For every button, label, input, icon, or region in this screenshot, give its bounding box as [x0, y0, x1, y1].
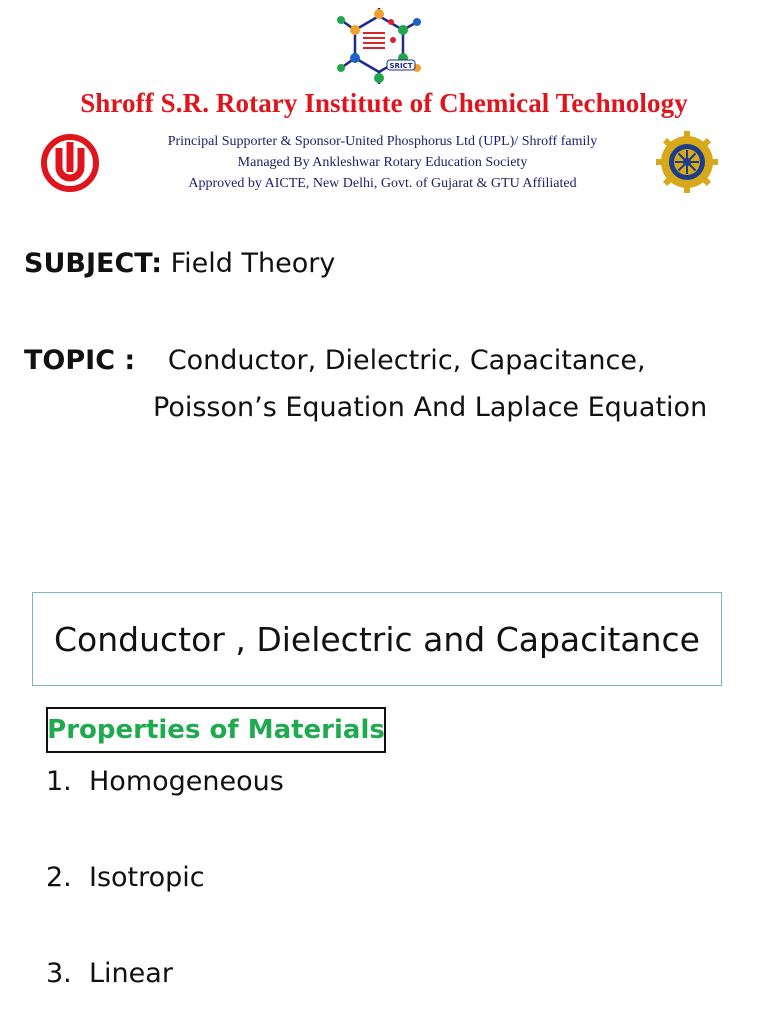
srict-logo: [333, 6, 425, 88]
list-item: [46, 958, 173, 989]
properties-heading: Properties of Materials: [46, 707, 386, 753]
management-line: Managed By Ankleshwar Rotary Education Society: [237, 155, 528, 170]
rotary-logo: [655, 130, 719, 194]
subject-label: SUBJECT:: [24, 248, 162, 279]
topic-value-line2: Poisson’s Equation And Laplace Equation: [153, 392, 708, 423]
list-item: [46, 766, 284, 797]
topic-value-line1: Conductor, Dielectric, Capacitance,: [167, 345, 646, 376]
subject-line: [24, 248, 335, 279]
topic-line: [24, 345, 646, 376]
subject-value: Field Theory: [170, 248, 336, 279]
logo-text: SRICT: [389, 62, 413, 70]
section-title: Conductor , Dielectric and Capacitance: [32, 592, 722, 686]
list-item-number: 1.: [46, 766, 72, 797]
list-item-text: Linear: [89, 958, 173, 989]
list-item-text: Isotropic: [89, 862, 205, 893]
upl-logo: [40, 134, 100, 192]
institute-info: [130, 131, 635, 194]
list-item-number: 2.: [46, 862, 72, 893]
institute-name: Shroff S.R. Rotary Institute of Chemical Technology: [80, 88, 688, 118]
list-item: [46, 862, 205, 893]
topic-label: TOPIC :: [24, 345, 136, 376]
list-item-number: 3.: [46, 958, 72, 989]
list-item-text: Homogeneous: [89, 766, 284, 797]
approval-line: Approved by AICTE, New Delhi, Govt. of Gujarat & GTU Affiliated: [188, 176, 577, 191]
sponsor-line: Principal Supporter & Sponsor-United Phosphorus Ltd (UPL)/ Shroff family: [167, 134, 598, 149]
